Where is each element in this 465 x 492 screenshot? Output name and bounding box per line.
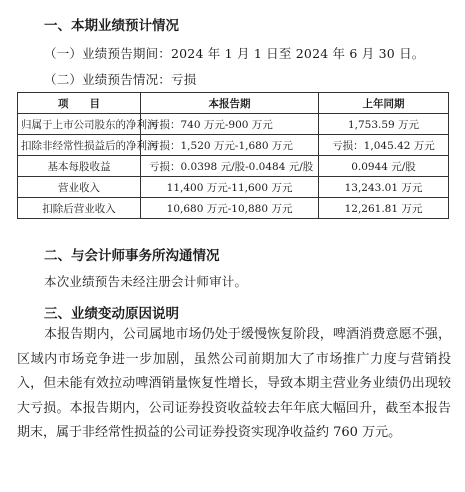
table-header-row <box>18 93 449 114</box>
header-prior-period: 上年同期 <box>319 93 449 114</box>
prior-value: 亏损：1,045.42 万元 <box>319 135 449 156</box>
current-value: 10,680 万元-10,880 万元 <box>141 198 319 219</box>
table-row <box>18 135 449 156</box>
row-label: 营业收入 <box>18 177 141 198</box>
current-value: 亏损：1,520 万元-1,680 万元 <box>141 135 319 156</box>
forecast-table <box>17 92 449 219</box>
forecast-period-line: （一）业绩预告期间：2024 年 1 月 1 日至 2024 年 6 月 30 日。 <box>44 46 425 61</box>
row-label: 基本每股收益 <box>18 156 141 177</box>
table-row <box>18 114 449 135</box>
table-row <box>18 177 449 198</box>
table-row <box>18 156 449 177</box>
change-reason-paragraph: 本报告期内，公司属地市场仍处于缓慢恢复阶段，啤酒消费意愿不强，区域内市场竞争进一步加剧，虽然公司前期加大了市场推广力度与营销投入，但未能有效拉动啤酒销量恢复性增长，导致本期主营业务业绩仍出现较大亏损。本报告期内，公司证券投资收益较去年年底大幅回升，截至本报告期末，属于非经常性损益的公司证券投资实现净收益约 760 万元。 <box>17 327 451 440</box>
table-row <box>18 198 449 219</box>
current-value: 11,400 万元-11,600 万元 <box>141 177 319 198</box>
row-label: 归属于上市公司股东的净利润 <box>18 114 141 135</box>
prior-value: 0.0944 元/股 <box>319 156 449 177</box>
forecast-type-line: （二）业绩预告情况：亏损 <box>44 72 197 87</box>
current-value: 亏损：0.0398 元/股-0.0484 元/股 <box>141 156 319 177</box>
row-label: 扣除非经常性损益后的净利润 <box>18 135 141 156</box>
prior-value: 1,753.59 万元 <box>319 114 449 135</box>
row-label: 扣除后营业收入 <box>18 198 141 219</box>
current-value: 亏损：740 万元-900 万元 <box>141 114 319 135</box>
header-current-period: 本报告期 <box>141 93 319 114</box>
prior-value: 12,261.81 万元 <box>319 198 449 219</box>
audit-note: 本次业绩预告未经注册会计师审计。 <box>44 274 248 289</box>
header-item: 项 目 <box>18 93 141 114</box>
section-2-title: 二、与会计师事务所沟通情况 <box>44 248 220 264</box>
section-3-title: 三、业绩变动原因说明 <box>44 306 179 322</box>
prior-value: 13,243.01 万元 <box>319 177 449 198</box>
section-1-title: 一、本期业绩预计情况 <box>44 18 179 34</box>
